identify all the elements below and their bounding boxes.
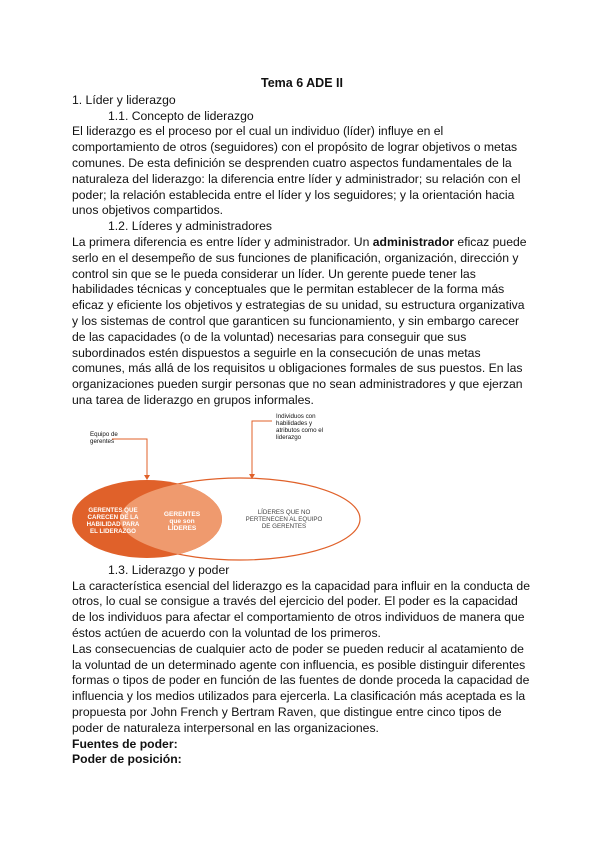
section-heading-1: 1. Líder y liderazgo	[72, 92, 176, 107]
label-individuos: Individuos con habilidades y atributos como el liderazgo	[276, 412, 324, 441]
paragraph-text-b: eficaz puede serlo en el desempeño de sus funciones de planificación, organización, dirección y control sin que se le pueda considerar un líder. Un gerente puede tener las habilidades técnicas y conceptuales que le permitan establecer de la forma más eficaz y eficiente los objetivos y estrategias de su unidad, su estructura organizativa y los sistemas de control que garanticen su funcionamiento, y sin embargo carecer de las capacidades (o de la voluntad) necesarias para conseguir que sus subordinados estén dispuestos a seguirle en la consecución de unas metas comunes, más allá de los requisitos u obligaciones formales de sus puestos. En las organizaciones pueden surgir personas que no sean administradores y que ejerzan una tarea de liderazgo en grupos informales.	[72, 234, 527, 407]
document-page	[72, 76, 532, 768]
paragraph-consecuencias: Las consecuencias de cualquier acto de poder se pueden reducir al acatamiento de la voluntad de un determinado agente con influencia, es posible distinguir diferentes formas o tipos de poder en función de las fuentes de donde proceda la capacidad de influencia y los medios utilizados para ejercerla. La clasificación más aceptada es la propuesta por John French y Bertram Raven, que distingue entre cinco tipos de poder de naturaleza interpersonal en las organizaciones.	[72, 641, 530, 735]
paragraph-lideres-administradores	[72, 235, 532, 409]
document-title: Tema 6 ADE II	[261, 76, 343, 90]
subsection-heading-1-1: 1.1. Concepto de liderazgo	[108, 108, 254, 123]
subsection-heading-1-3: 1.3. Liderazgo y poder	[108, 562, 230, 577]
subsection-heading-1-2: 1.2. Líderes y administradores	[108, 219, 272, 234]
heading-poder-posicion: Poder de posición:	[72, 752, 182, 767]
paragraph-concepto: El liderazgo es el proceso por el cual un individuo (líder) influye en el comportamiento de otros (seguidores) con el propósito de lograr objetivos o metas comunes. De esta definición se desprenden cuatro aspectos fundamentales de la naturaleza del liderazgo: la diferencia entre líder y administrador; su relación con el poder; la relación establecida entre el líder y los seguidores; y la orientación hacia unos objetivos compartidos.	[72, 124, 521, 218]
heading-fuentes-poder: Fuentes de poder:	[72, 736, 178, 751]
arrow-left-icon	[144, 475, 150, 480]
paragraph-text-a: La primera diferencia es entre líder y administrador. Un	[72, 234, 373, 249]
label-equipo-gerentes: Equipo de gerentes	[90, 430, 118, 445]
venn-diagram	[72, 413, 532, 561]
paragraph-liderazgo-poder: La característica esencial del liderazgo es la capacidad para influir en la conducta de otros, lo cual se consigue a través del ejercicio del poder. El poder es la capacidad de los individuos para afectar el comportamiento de otros individuos de manera que éstos actúen de acuerdo con la voluntad de los primeros.	[72, 578, 530, 640]
label-center: GERENTES que son LÍDERES	[163, 510, 201, 532]
label-left-circle: GERENTES QUE CARECEN DE LA HABILIDAD PARA EL LIDERAZGO	[86, 506, 140, 535]
bold-term-administrador: administrador	[372, 234, 455, 249]
label-right-circle: LÍDERES QUE NO PERTENECEN AL EQUIPO DE GERENTES	[245, 508, 323, 530]
pointer-right	[252, 421, 272, 477]
